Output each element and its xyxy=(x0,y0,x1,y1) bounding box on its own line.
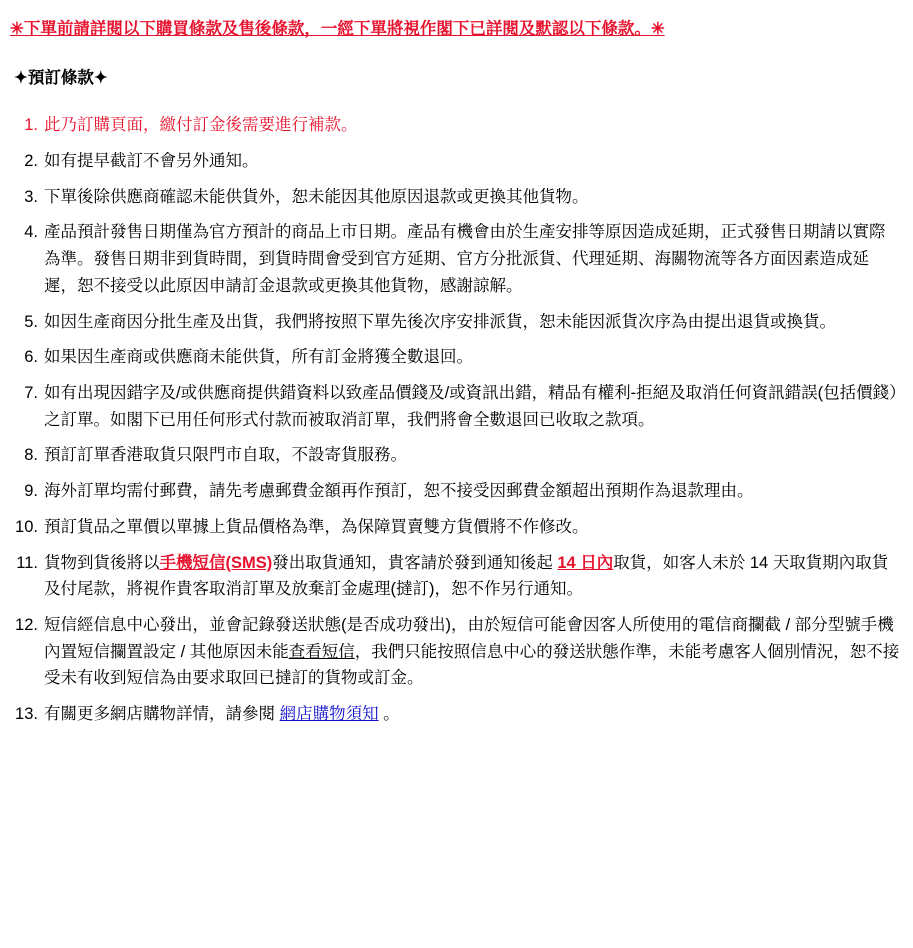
page-headline: ✳下單前請詳閱以下購買條款及售後條款，一經下單將視作閣下已詳閱及默認以下條款。✳ xyxy=(10,20,665,38)
term-text: 如有提早截訂不會另外通知。 xyxy=(44,151,259,170)
term-text: 海外訂單均需付郵費，請先考慮郵費金額再作預訂，恕不接受因郵費金額超出預期作為退款理由。 xyxy=(44,482,754,501)
list-item xyxy=(8,184,901,211)
term-text-mid: 發出取貨通知，貴客請於發到通知後起 xyxy=(272,553,558,572)
term-text: 如果因生產商或供應商未能供貨，所有訂金將獲全數退回。 xyxy=(44,348,473,367)
list-item xyxy=(8,112,901,139)
list-item xyxy=(8,478,901,505)
term-text-lead: 貨物到貨後將以 xyxy=(44,553,160,572)
list-item xyxy=(8,219,901,299)
term-text: 如因生產商因分批生產及出貨，我們將按照下單先後次序安排派貨，恕未能因派貨次序為由提出退貨或換貨。 xyxy=(44,312,836,331)
list-item xyxy=(8,380,901,433)
sms-highlight: 手機短信(SMS) xyxy=(159,553,273,572)
term-text-tail: ，我們只能按照信息中心的發送狀態作準，未能考慮客人個別情況，恕不接受未有收到短信為由要求取回已撻訂的貨物或訂金。 xyxy=(44,642,900,688)
list-item xyxy=(8,612,901,692)
list-item xyxy=(8,309,901,336)
list-item xyxy=(8,148,901,175)
list-item xyxy=(8,701,901,728)
pickup-deadline-highlight: 14 日內 xyxy=(557,553,614,572)
check-sms-underline: 查看短信 xyxy=(288,642,355,661)
term-text-lead: 有關更多網店購物詳情，請參閱 xyxy=(44,705,280,724)
term-text: 如有出現因錯字及/或供應商提供錯資料以致產品價錢及/或資訊出錯，精品有權利-拒絕及取消任何資訊錯誤(包括價錢）之訂單。如閣下已用任何形式付款而被取消訂單，我們將會全數退回已收取之款項。 xyxy=(44,383,898,429)
terms-list xyxy=(8,112,901,728)
section-title-preorder-terms: ✦預訂條款✦ xyxy=(14,69,108,88)
term-text-tail: 取貨，如客人未於 14 天取貨期內取貨及付尾款，將視作貴客取消訂單及放棄訂金處理(撻訂)，恕不作另行通知。 xyxy=(44,553,889,599)
list-item xyxy=(8,550,901,603)
term-text: 此乃訂購頁面，繳付訂金後需要進行補款。 xyxy=(44,116,358,135)
term-text: 下單後除供應商確認未能供貨外，恕未能因其他原因退款或更換其他貨物。 xyxy=(44,187,589,206)
term-text: 產品預計發售日期僅為官方預計的商品上市日期。產品有機會由於生產安排等原因造成延期，正式發售日期請以實際為準。發售日期非到貨時間，到貨時間會受到官方延期、官方分批派貨、代理延期、海關物流等各方面因素造成延遲，恕不接受以此原因申請訂金退款或更換其他貨物，感謝諒解。 xyxy=(44,223,886,295)
list-item xyxy=(8,514,901,541)
term-text-tail: 。 xyxy=(378,705,400,724)
shopping-guide-link[interactable]: 網店購物須知 xyxy=(279,705,379,724)
term-text: 預訂貨品之單價以單據上貨品價格為準，為保障買賣雙方貨價將不作修改。 xyxy=(44,517,589,536)
list-item xyxy=(8,344,901,371)
term-text-lead: 短信經信息中心發出，並會記錄發送狀態(是否成功發出)，由於短信可能會因客人所使用的電信商攔截 / 部分型號手機內置短信攔置設定 / 其他原因未能 xyxy=(44,615,894,661)
list-item xyxy=(8,442,901,469)
term-text: 預訂訂單香港取貨只限門市自取，不設寄貨服務。 xyxy=(44,446,407,465)
